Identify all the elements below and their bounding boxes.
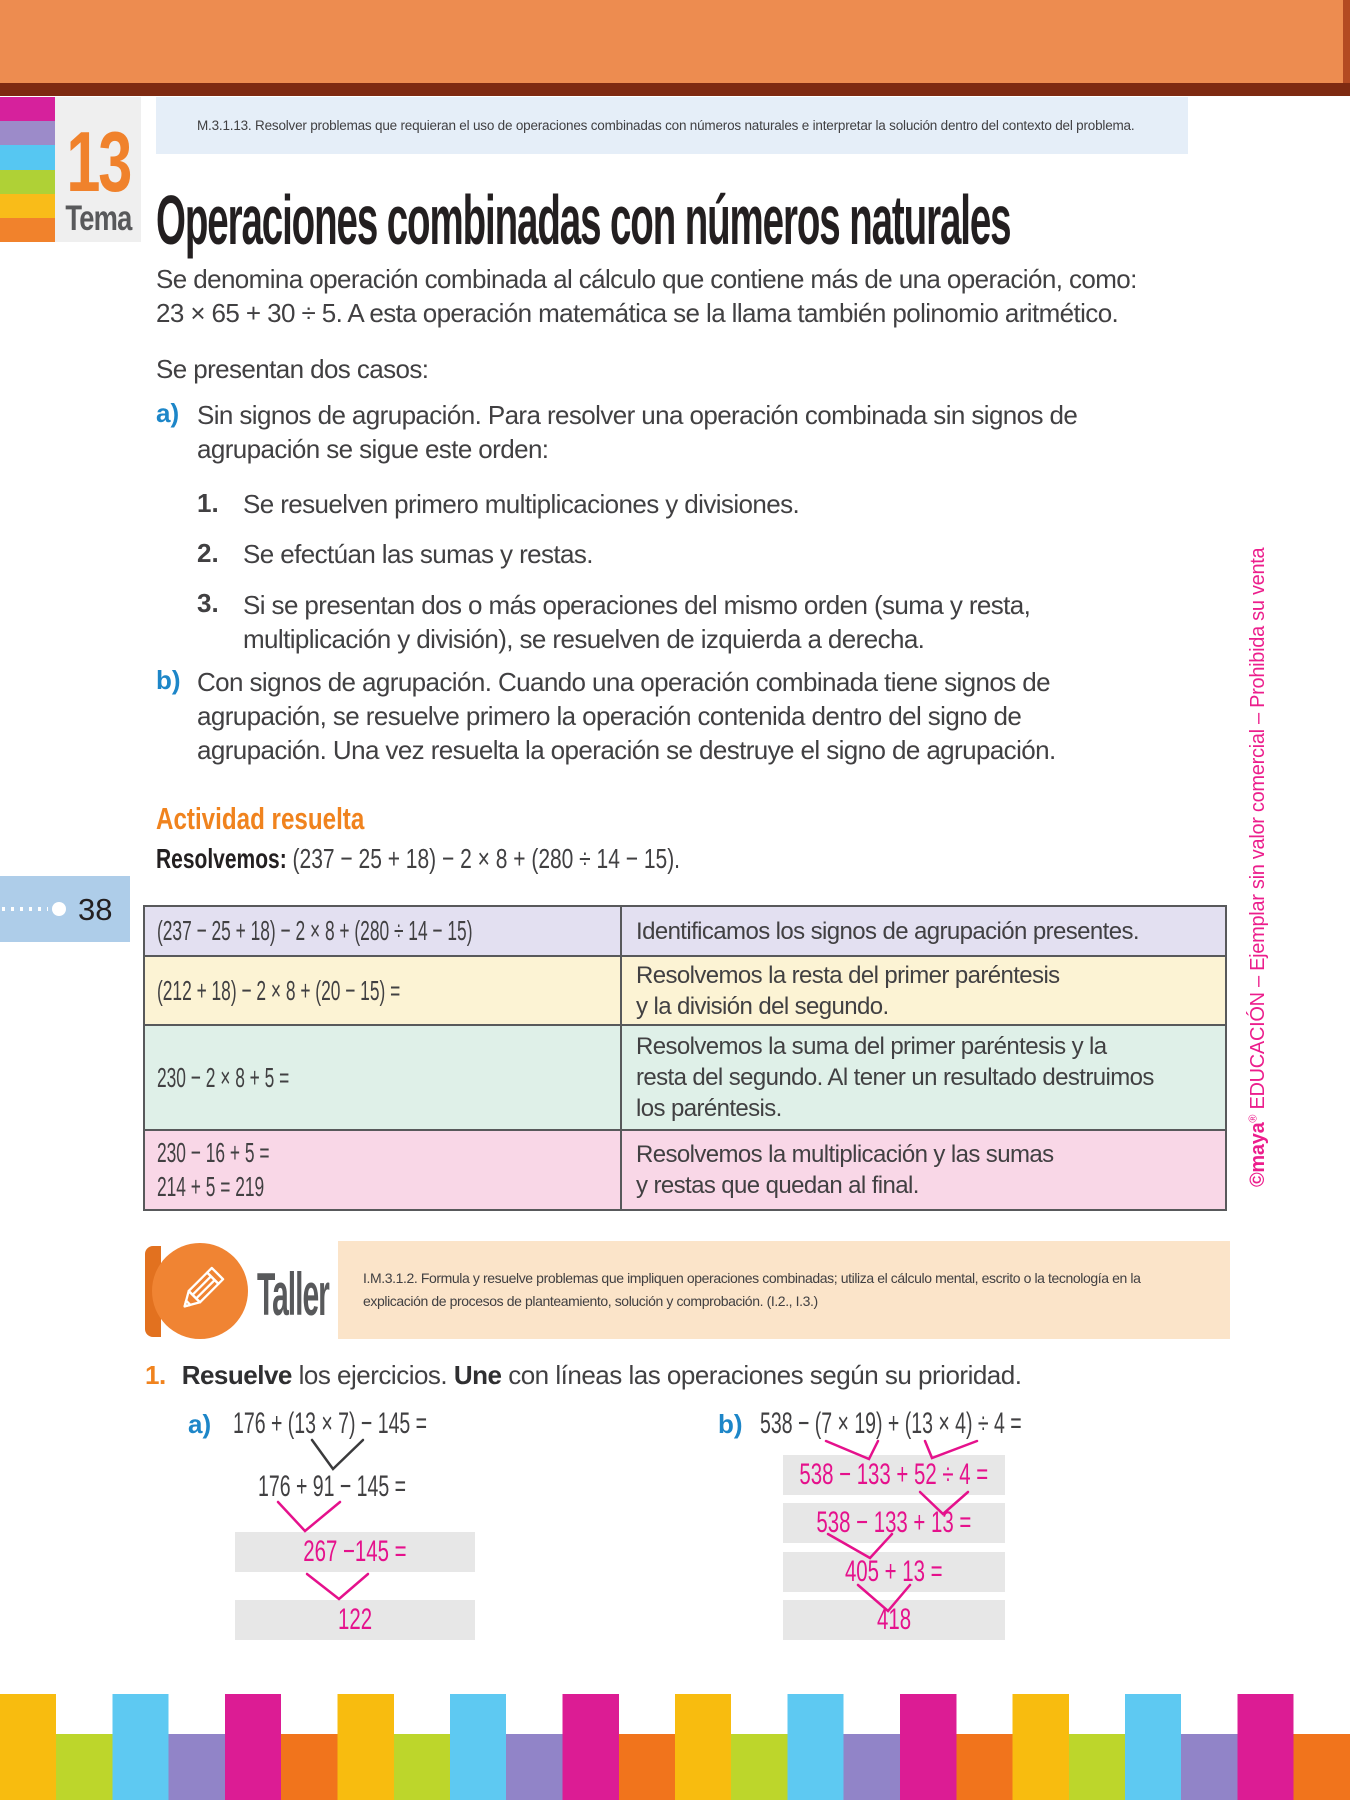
page-number-badge bbox=[0, 876, 130, 942]
taller-heading: Taller bbox=[257, 1261, 329, 1328]
case-b-label: b) bbox=[156, 665, 181, 695]
pencil-icon bbox=[171, 1262, 229, 1320]
stripe-orange bbox=[0, 218, 55, 242]
taller-badge bbox=[152, 1243, 248, 1339]
exercise-a-result-box: 122 bbox=[235, 1600, 475, 1640]
table-explanation: Resolvemos la suma del primer paréntesis y la bbox=[636, 1033, 1107, 1060]
activity-heading: Actividad resuelta bbox=[156, 801, 365, 836]
stripe-yellow bbox=[0, 194, 55, 218]
dot-icon bbox=[52, 902, 66, 916]
step-1-text: Se resuelven primero multiplicaciones y divisiones. bbox=[243, 489, 800, 519]
publisher-credit: ©maya® EDUCACIÓN – Ejemplar sin valor comercial – Prohibida su venta bbox=[1247, 547, 1269, 1187]
activity-prompt bbox=[156, 843, 855, 875]
stripe-magenta bbox=[0, 97, 55, 121]
exercise-a-step: 176 + 91 − 145 = bbox=[258, 1470, 407, 1503]
case-a-text: Sin signos de agrupación. Para resolver una operación combinada sin signos de agrupación se sigue este orden: bbox=[197, 400, 1078, 464]
page-number: 38 bbox=[78, 892, 113, 927]
table-expression: 230 − 2 × 8 + 5 = bbox=[157, 1061, 290, 1093]
exercise-a-expression: 176 + (13 × 7) − 145 = bbox=[233, 1407, 428, 1440]
activity-prompt-expr: (237 − 25 + 18) − 2 × 8 + (280 ÷ 14 − 15). bbox=[286, 843, 681, 874]
table-row bbox=[145, 907, 1225, 955]
table-row: (212 + 18) − 2 × 8 + (20 − 15) = Resolvemos la resta del primer paréntesis y la división del segundo. bbox=[145, 955, 1225, 1024]
step-3-number: 3. bbox=[197, 588, 219, 618]
activity-prompt-label: Resolvemos: bbox=[156, 843, 287, 874]
header-edge-strip bbox=[1343, 0, 1350, 96]
step-2-text: Se efectúan las sumas y restas. bbox=[243, 539, 593, 569]
taller-standard-text: I.M.3.1.2. Formula y resuelve problemas que impliquen operaciones combinadas; utiliza el cálculo mental, escrito o la tecnología en la bbox=[363, 1270, 1141, 1286]
intro-paragraph: Se denomina operación combinada al cálculo que contiene más de una operación, como: 23 × 65 + 30 ÷ 5. A esta operación matemática se la llama también polinomio aritmético. bbox=[156, 264, 1137, 328]
case-b-text: Con signos de agrupación. Cuando una operación combinada tiene signos de agrupación, se resuelve primero la operación contenida dentro del signo de agrupación. Una vez resuelta la operación se destruye el signo de agrupación. bbox=[197, 667, 1056, 765]
worked-example-table bbox=[143, 905, 1227, 1211]
table-expression: (212 + 18) − 2 × 8 + (20 − 15) = bbox=[157, 974, 401, 1006]
case-a-label: a) bbox=[156, 398, 180, 428]
table-row: 230 − 2 × 8 + 5 = Resolvemos la suma del primer paréntesis y la resta del segundo. Al tener un resultado destruimos los paréntesis. bbox=[145, 1024, 1225, 1129]
exercise-number: 1. bbox=[145, 1360, 166, 1390]
curriculum-standard-text: M.3.1.13. Resolver problemas que requieran el uso de operaciones combinadas con números naturales e interpretar la solución dentro del contexto del problema. bbox=[197, 118, 1135, 133]
table-row: 230 − 16 + 5 = 214 + 5 = 219 Resolvemos la multiplicación y las sumas y restas que quedan al final. bbox=[145, 1129, 1225, 1209]
stripe-green bbox=[0, 170, 55, 194]
tema-number: 13 bbox=[66, 115, 130, 210]
exercise-a-answer-box: 267 −145 = bbox=[235, 1532, 475, 1572]
header-band bbox=[0, 0, 1350, 83]
cases-label: Se presentan dos casos: bbox=[156, 354, 429, 384]
table-explanation: Resolvemos la multiplicación y las sumas bbox=[636, 1141, 1054, 1168]
tema-badge bbox=[55, 97, 141, 242]
step-3-text: Si se presentan dos o más operaciones del mismo orden (suma y resta, multiplicación y división), se resuelven de izquierda a derecha. bbox=[243, 590, 1031, 654]
publisher-logo: ©maya bbox=[1247, 1122, 1269, 1187]
dotted-line bbox=[2, 907, 48, 911]
exercise-a-label: a) bbox=[188, 1409, 212, 1439]
exercise-b-answer-box: 405 + 13 = bbox=[783, 1552, 1005, 1592]
curriculum-standard-box bbox=[156, 97, 1188, 154]
tema-label: Tema bbox=[64, 199, 132, 238]
bottom-bars-short bbox=[0, 1734, 1350, 1800]
table-expression: 230 − 16 + 5 = bbox=[157, 1137, 270, 1168]
stripe-purple bbox=[0, 121, 55, 145]
stripe-blue bbox=[0, 145, 55, 169]
step-2-number: 2. bbox=[197, 538, 219, 568]
exercise-b-label: b) bbox=[718, 1409, 743, 1439]
exercise-1-intro: 1. Resuelve los ejercicios. Une con líneas las operaciones según su prioridad. bbox=[145, 1360, 1022, 1390]
table-explanation: Identificamos los signos de agrupación presentes. bbox=[636, 917, 1139, 945]
exercise-b-expression: 538 − (7 × 19) + (13 × 4) ÷ 4 = bbox=[760, 1407, 1022, 1440]
tema-color-stripes bbox=[0, 97, 55, 242]
exercise-b-answer-box: 538 − 133 + 52 ÷ 4 = bbox=[783, 1455, 1005, 1495]
exercise-b-answer-box: 538 − 133 + 13 = bbox=[783, 1503, 1005, 1543]
table-explanation: Resolvemos la resta del primer paréntesis bbox=[636, 961, 1060, 989]
header-rule bbox=[0, 83, 1350, 96]
step-1-number: 1. bbox=[197, 488, 219, 518]
page-title: Operaciones combinadas con números naturales bbox=[156, 181, 1011, 259]
exercise-b-result-box: 418 bbox=[783, 1600, 1005, 1640]
taller-standard-box: I.M.3.1.2. Formula y resuelve problemas que impliquen operaciones combinadas; utiliza el cálculo mental, escrito o la tecnología en la explicación de procesos de planteamiento, solución y comprobación. (I.2., I.3.) bbox=[338, 1241, 1230, 1339]
table-expression: (237 − 25 + 18) − 2 × 8 + (280 ÷ 14 − 15) bbox=[157, 915, 473, 946]
